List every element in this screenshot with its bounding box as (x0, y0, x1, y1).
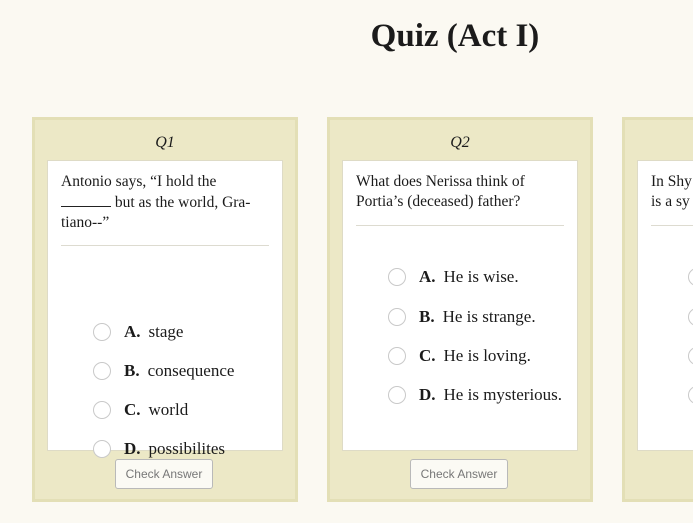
option-label: possibilites (148, 439, 226, 458)
question-number: Q1 (155, 134, 175, 151)
option-label: world (148, 400, 189, 419)
question-text-part: tiano--” (61, 214, 110, 231)
question-text (356, 172, 564, 212)
radio-button[interactable] (688, 347, 693, 365)
radio-button[interactable] (388, 347, 406, 365)
question-text-part: Portia’s (deceased) father? (356, 193, 521, 210)
question-text-part: What does Nerissa think of (356, 173, 525, 190)
quiz-card-q1 (32, 117, 298, 502)
divider (61, 245, 269, 246)
question-number: Q2 (450, 134, 470, 151)
radio-button[interactable] (688, 386, 693, 404)
divider (651, 225, 693, 226)
check-answer-button[interactable]: Check Answer (115, 459, 213, 489)
option-label: consequence (147, 361, 235, 380)
option-c[interactable] (93, 398, 272, 422)
question-text-part: is a sy (651, 193, 690, 210)
radio-button[interactable] (688, 268, 693, 286)
question-text-part: but as the world, Gra- (114, 194, 251, 211)
radio-button[interactable] (93, 440, 111, 458)
question-panel (637, 160, 693, 451)
option-label: He is strange. (442, 307, 536, 326)
question-text-part: In Shy (651, 173, 692, 190)
option-letter: D. (124, 439, 141, 458)
radio-button[interactable] (388, 268, 406, 286)
question-text-part: Antonio says, “I hold the (61, 173, 217, 190)
option-b[interactable] (388, 305, 567, 329)
option-label: He is mysterious. (443, 385, 563, 404)
divider (356, 225, 564, 226)
quiz-card-q2 (327, 117, 593, 502)
radio-button[interactable] (93, 401, 111, 419)
option-letter: A. (124, 322, 141, 341)
option-b[interactable] (93, 359, 272, 383)
option-label: stage (148, 322, 184, 341)
option-a[interactable] (93, 320, 272, 344)
option-label: He is loving. (443, 346, 531, 365)
radio-button[interactable] (688, 308, 693, 326)
option-letter: D. (419, 385, 436, 404)
page-title: Quiz (Act I) (370, 18, 540, 54)
question-panel (47, 160, 283, 458)
option-letter: C. (124, 400, 141, 419)
option-letter: A. (419, 267, 436, 286)
option-label: He is wise. (443, 267, 519, 286)
option-a[interactable] (388, 265, 567, 289)
option-d[interactable] (93, 437, 272, 461)
fill-in-blank (61, 192, 111, 207)
radio-button[interactable] (93, 323, 111, 341)
radio-button[interactable] (388, 386, 406, 404)
option-d[interactable] (388, 383, 567, 407)
radio-button[interactable] (93, 362, 111, 380)
option-letter: C. (419, 346, 436, 365)
check-answer-button[interactable]: Check Answer (410, 459, 508, 489)
option-letter: B. (419, 307, 435, 326)
radio-button[interactable] (388, 308, 406, 326)
question-panel (342, 160, 578, 451)
option-c[interactable] (388, 344, 567, 368)
question-text (61, 172, 269, 233)
quiz-card-q3 (622, 117, 693, 502)
question-text (651, 172, 693, 212)
option-letter: B. (124, 361, 140, 380)
